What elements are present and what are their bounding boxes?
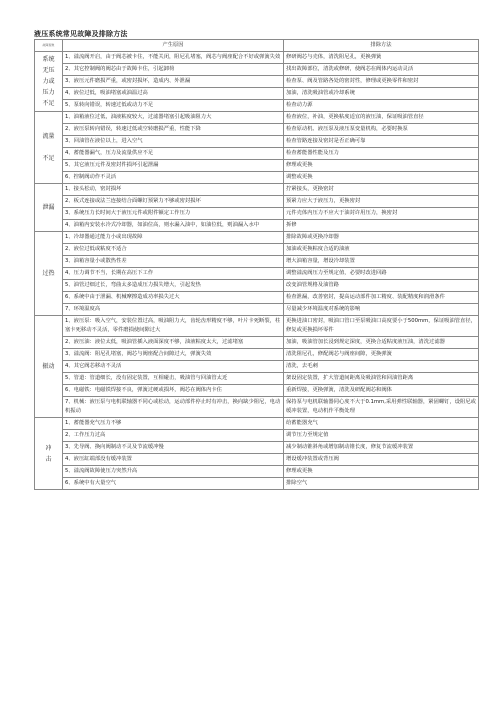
- table-row: [35, 172, 479, 184]
- fix-cell: 检查原动机、液压泵及液压泵变量机构，必要时换泵: [284, 124, 479, 136]
- fix-cell: 增大油箱容量，增设冷却装置: [284, 256, 479, 268]
- cause-cell: 4、液压缸端部没有缓冲装置: [63, 454, 284, 466]
- cause-cell: 3、先导阀、换向阀制动不灵及节流缓冲慢: [63, 442, 284, 454]
- fix-cell: 加油，吸油管加长浸到规定深度，更换合适粘度液压油，清洗过滤器: [284, 337, 479, 349]
- table-row: [35, 478, 479, 490]
- cause-cell: 4、压力调节不当，长期在高压下工作: [63, 268, 284, 280]
- cause-cell: 2、板式连接或法兰连接结合面螺钉预紧力不够或密封损坏: [63, 196, 284, 208]
- header-fix: 排除方法: [284, 40, 479, 52]
- cause-cell: 3、油箱容量小或散热性差: [63, 256, 284, 268]
- cause-cell: 5、其它液压元件及密封件损坏引起泄漏: [63, 160, 284, 172]
- table-row: [35, 397, 479, 418]
- cause-cell: 3、液压元件磨损严重，或密封损坏，造成内、外泄漏: [63, 76, 284, 88]
- fix-cell: 检查蓄能器性能及压力: [284, 148, 479, 160]
- table-row: [35, 430, 479, 442]
- cause-cell: 5、油管过细过长，弯曲太多造成压力损失增大，引起发热: [63, 280, 284, 292]
- table-row: [35, 100, 479, 112]
- cause-cell: 3、回油管在液位以上，进入空气: [63, 136, 284, 148]
- cause-cell: 6、电磁铁：电磁铁焊接不良，弹簧过硬或损坏，阀芯在阀体内卡住: [63, 385, 284, 397]
- table-row: [35, 52, 479, 64]
- fix-cell: 清洗，去毛刺: [284, 361, 479, 373]
- header-cause: 产生原因: [63, 40, 284, 52]
- table-row: [35, 292, 479, 304]
- fix-cell: 架设固定装置，扩大管道间距离及吸油管和回油管距离: [284, 373, 479, 385]
- table-row: [35, 385, 479, 397]
- fault-table: [34, 39, 479, 490]
- fix-cell: 修理或更换: [284, 160, 479, 172]
- cause-cell: 3、溢流阀：阻尼孔堵塞，阀芯与阀座配合间隙过大，弹簧失效: [63, 349, 284, 361]
- cause-cell: 6、系统中由于泄漏、机械摩擦造成功率损失过大: [63, 292, 284, 304]
- fix-cell: 拧紧接头，更换密封: [284, 184, 479, 196]
- fault-category-text: 过热: [42, 270, 55, 277]
- cause-cell: 1、溢流阀开启，由于阀芯被卡住，不能关闭，阻尼孔堵塞，阀芯与阀座配合不好或弹簧失效: [63, 52, 284, 64]
- fault-category: [35, 184, 63, 232]
- cause-cell: 7、环境温度高: [63, 304, 284, 316]
- cause-cell: 2、工作压力过高: [63, 430, 284, 442]
- cause-cell: 3、系统压力长时间大于液压元件或附件额定工作压力: [63, 208, 284, 220]
- page-title: 液压系统常见故障及排除方法: [34, 30, 128, 38]
- table-row: [35, 112, 479, 124]
- table-row: [35, 220, 479, 232]
- fix-cell: 减少制动锥斜角或增加制动锥长度，修复节流缓冲装置: [284, 442, 479, 454]
- fix-cell: 重新焊接，更换弹簧，清洗及研配阀芯和阀体: [284, 385, 479, 397]
- fix-cell: 尽量减少环境温度对系统的影响: [284, 304, 479, 316]
- table-row: [35, 244, 479, 256]
- fix-cell: 保持泵与电机联轴器同心度不大于0.1mm,采用弹性联轴器，紧固螺钉，设阻尼或缓冲装置，电动机作平衡处理: [284, 397, 479, 418]
- fix-cell: 调节压力至规定值: [284, 430, 479, 442]
- fault-category-text: 无压: [42, 67, 55, 74]
- table-row: [35, 361, 479, 373]
- table-row: [35, 208, 479, 220]
- fault-category-text: 泄漏: [42, 204, 55, 211]
- fix-cell: 检查泵、阀及管路各处的密封性，修理或更换零件和密封: [284, 76, 479, 88]
- cause-cell: 7、机械：液压泵与电机联轴器不同心或松动，运动部件停止时有冲击，换向缺少阻尼，电动机振动: [63, 397, 284, 418]
- fault-category-text: 不足: [42, 155, 55, 162]
- fault-category-text: 不足: [42, 100, 55, 107]
- cause-cell: 5、溢流阀故障使压力突然升高: [63, 466, 284, 478]
- cause-cell: 1、冷却器通过能力小或出现故障: [63, 232, 284, 244]
- cause-cell: 6、控制阀动作不灵活: [63, 172, 284, 184]
- fix-cell: 预紧力应大于液压力，更换密封: [284, 196, 479, 208]
- fix-cell: 加油或更换粘度合适的油液: [284, 244, 479, 256]
- table-row: [35, 316, 479, 337]
- cause-cell: 6、系统中有大量空气: [63, 478, 284, 490]
- fault-category-text: 压力: [42, 89, 55, 96]
- cause-cell: 1、油箱液位过低，油液粘度较大，过滤器堵塞引起吸油阻力大: [63, 112, 284, 124]
- fault-category-text: [37, 142, 60, 153]
- fix-cell: 修理或更换: [284, 466, 479, 478]
- table-row: [35, 454, 479, 466]
- table-row: [35, 466, 479, 478]
- fault-category-text: 流量: [42, 133, 55, 140]
- cause-cell: 2、其它控制阀的阀芯由于故障卡住，引起卸荷: [63, 64, 284, 76]
- fix-cell: 加油，清洗吸油管或冷却系统: [284, 88, 479, 100]
- table-row: [35, 76, 479, 88]
- fix-cell: 找出故障部位，清洗或修研，使阀芯在阀体内运动灵活: [284, 64, 479, 76]
- fault-category-text: 击: [45, 455, 52, 463]
- table-row: [35, 148, 479, 160]
- cause-cell: 5、管道：管道细长，没有固定装置，互相碰击，吸油管与回油管太近: [63, 373, 284, 385]
- fault-category-text: 系统: [42, 56, 55, 63]
- table-row: [35, 268, 479, 280]
- cause-cell: 4、其它阀芯移动不灵活: [63, 361, 284, 373]
- table-header-row: [35, 40, 479, 52]
- fault-category-text: 振动: [42, 363, 55, 370]
- fault-category: [35, 418, 63, 490]
- fault-category: [35, 316, 63, 418]
- cause-cell: 4、油箱内安装水冷式冷却器，如油位高，则水漏入油中，如油位低，则油漏入水中: [63, 220, 284, 232]
- header-fault-phenomenon: 故障现象: [35, 40, 63, 52]
- fix-cell: 给蓄能器充气: [284, 418, 479, 430]
- fault-category-text: 力或: [42, 78, 55, 85]
- table-row: [35, 136, 479, 148]
- cause-cell: 1、液压泵：吸入空气，安装位置过高，吸油阻力大，齿轮齿形精度不够，叶片卡死断裂，柱塞卡死移动不灵活，零件磨损使间隙过大: [63, 316, 284, 337]
- table-row: [35, 124, 479, 136]
- table-row: [35, 196, 479, 208]
- fix-cell: 调整溢流阀压力至规定值，必要时改进回路: [284, 268, 479, 280]
- cause-cell: 2、液位过低或粘度不适合: [63, 244, 284, 256]
- fault-category: [35, 112, 63, 184]
- table-row: [35, 256, 479, 268]
- table-row: [35, 442, 479, 454]
- fault-category-text: 冲: [45, 444, 52, 452]
- cause-cell: 5、泵转向错误，转速过低或动力不足: [63, 100, 284, 112]
- cause-cell: 4、液位过低，吸油堵塞或油温过高: [63, 88, 284, 100]
- table-row: [35, 88, 479, 100]
- cause-cell: 1、蓄能器充气压力不够: [63, 418, 284, 430]
- fix-cell: 更换进油口密封，吸油口管口至泵吸油口高度要小于500mm，保证吸油管直径，修复或更换损坏零件: [284, 316, 479, 337]
- table-row: [35, 373, 479, 385]
- fix-cell: 调整或更换: [284, 172, 479, 184]
- fault-category: [35, 232, 63, 316]
- fault-category: [35, 52, 63, 112]
- fix-cell: 检查管路连接及密封是否正确可靠: [284, 136, 479, 148]
- table-row: [35, 280, 479, 292]
- table-row: [35, 337, 479, 349]
- table-row: [35, 160, 479, 172]
- fix-cell: 排除故障或更换冷却器: [284, 232, 479, 244]
- cause-cell: 1、接头松动，密封损坏: [63, 184, 284, 196]
- fix-cell: 改变油管规格及油管路: [284, 280, 479, 292]
- table-row: [35, 184, 479, 196]
- cause-cell: 2、液压泵转向错误，转速过低或空转磨损严重，性能下降: [63, 124, 284, 136]
- fix-cell: 检查液位，补油，更换粘度适宜的液压油，保证吸油管直径: [284, 112, 479, 124]
- table-row: [35, 232, 479, 244]
- fix-cell: 拆修: [284, 220, 479, 232]
- table-row: [35, 304, 479, 316]
- table-row: [35, 64, 479, 76]
- fix-cell: 元件壳体内压力不应大于油封许用压力，换密封: [284, 208, 479, 220]
- fix-cell: 检查泄漏，改善密封，提高运动部件加工精度、装配精度和润滑条件: [284, 292, 479, 304]
- fix-cell: 检查动力源: [284, 100, 479, 112]
- cause-cell: 4、蓄能器漏气，压力及流量供应不足: [63, 148, 284, 160]
- cause-cell: 2、液压油：液位太低，吸油管插入液面深度不够，油液粘度太大，过滤堵塞: [63, 337, 284, 349]
- table-row: [35, 349, 479, 361]
- table-row: [35, 418, 479, 430]
- fix-cell: 排除空气: [284, 478, 479, 490]
- fix-cell: 清洗阻尼孔，修配阀芯与阀座间隙，更换弹簧: [284, 349, 479, 361]
- fix-cell: 增设缓冲装置或背压阀: [284, 454, 479, 466]
- fix-cell: 修研阀芯与壳体，清洗阻尼孔，更换弹簧: [284, 52, 479, 64]
- table-body: [35, 52, 479, 490]
